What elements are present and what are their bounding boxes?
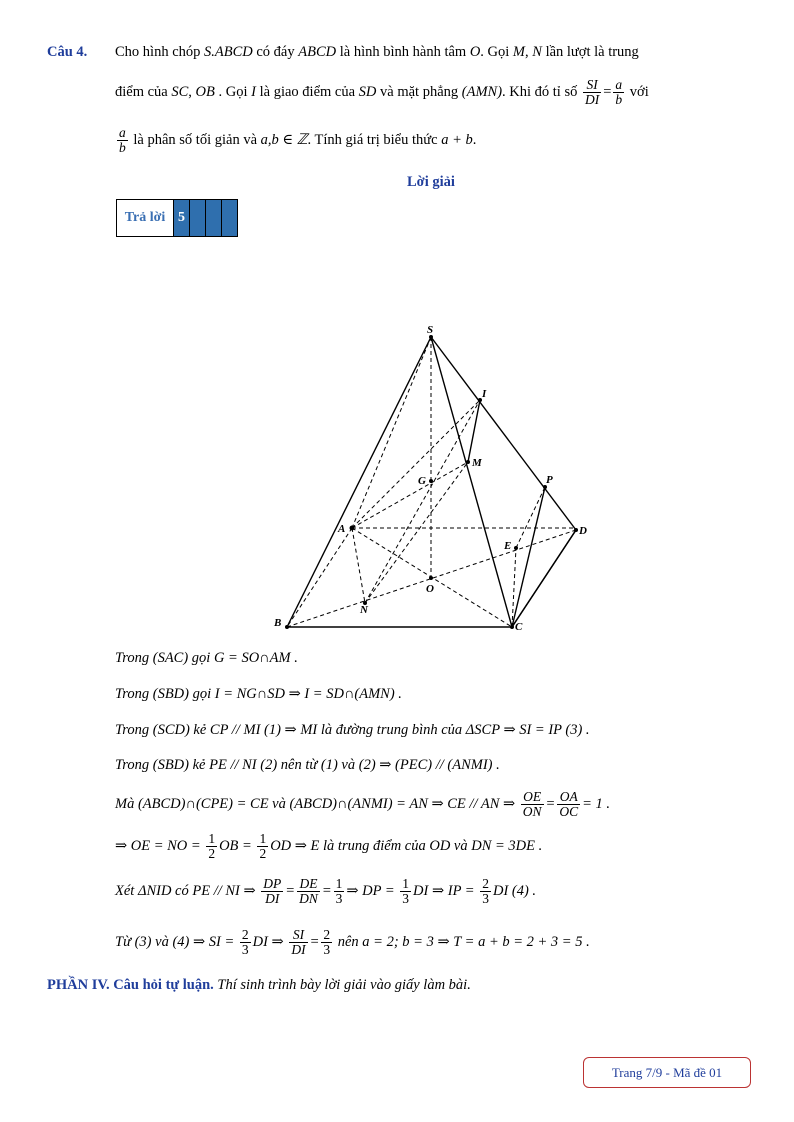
label-g: G xyxy=(418,475,426,487)
fraction-a-b: $\frac{a}{b}$ xyxy=(119,125,126,156)
part-4-heading: PHẦN IV. Câu hỏi tự luận. Thí sinh trình bày lời giải vào giấy làm bài. xyxy=(47,977,471,993)
label-e: E xyxy=(504,540,512,552)
label-n: N xyxy=(360,604,368,616)
solution-step-2: Trong (SBD) gọi I = NG∩SD ⇒ I = SD∩(AMN) . xyxy=(115,686,402,702)
solution-step-5: Mà (ABCD)∩(CPE) = CE và (ABCD)∩(ANMI) = AN ⇒ CE // AN ⇒ $\frac{OE}{ON}$ = $\frac{OA}{OC}$ = 1 . xyxy=(115,789,611,820)
edge-sd xyxy=(431,337,576,530)
answer-cell-1[interactable]: 5 xyxy=(173,200,189,236)
label-i: I xyxy=(482,388,487,400)
segment-ai xyxy=(352,400,480,528)
edge-sc xyxy=(431,337,512,627)
question-line-3: $\frac{a}{b}$ là phân số tối giản và a,b ∈ ℤ. Tính giá trị biểu thức a + b. xyxy=(119,125,477,156)
page-footer: Trang 7/9 - Mã đề 01 xyxy=(583,1057,751,1088)
solution-step-4: Trong (SBD) kẻ PE // NI (2) nên từ (1) và (2) ⇒ (PEC) // (ANMI) . xyxy=(115,757,500,773)
ratio-si-di: $\frac{SI}{DI}$ xyxy=(584,77,600,108)
segment-mi xyxy=(468,400,480,462)
label-c: C xyxy=(515,621,523,633)
segment-ni xyxy=(365,400,480,603)
solution-step-1: Trong (SAC) gọi G = SO∩AM . xyxy=(115,650,298,666)
label-a: A xyxy=(338,523,346,535)
question-line-1: Cho hình chóp S.ABCD có đáy ABCD là hình bình hành tâm O. Gọi M, N lần lượt là trung xyxy=(115,44,639,60)
solution-step-7: Xét ΔNID có PE // NI ⇒ $\frac{DP}{DI}$ = $\frac{DE}{DN}$ = $\frac{1}{3}$ ⇒ DP = $\frac{1}{3}$ DI ⇒ IP = $\frac{2}{3}$ DI (4) . xyxy=(115,876,537,907)
ratio-a-b: $\frac{a}{b}$ xyxy=(615,77,623,108)
edge-ab xyxy=(287,528,352,627)
solution-step-6: ⇒ OE = NO = $\frac{1}{2}$ OB = $\frac{1}{2}$ OD ⇒ E là trung điểm của OD và DN = 3DE . xyxy=(115,831,543,862)
label-d: D xyxy=(579,525,587,537)
segment-nm xyxy=(365,462,468,603)
question-number: Câu 4. xyxy=(47,44,88,60)
label-p: P xyxy=(546,474,553,486)
label-o: O xyxy=(426,583,434,595)
segment-an xyxy=(352,528,365,603)
question-line-2: điểm của SC, OB . Gọi I là giao điểm của SD và mặt phẳng (AMN). Khi đó tỉ số $\frac{SI}{DI}$ = $\frac{a}{b}$ với xyxy=(115,77,649,108)
edge-sa xyxy=(352,337,431,528)
solution-step-3: Trong (SCD) kẻ CP // MI (1) ⇒ MI là đường trung bình của ΔSCP ⇒ SI = IP (3) . xyxy=(115,722,590,738)
label-b: B xyxy=(274,617,282,629)
segment-am xyxy=(352,462,468,528)
solution-title: Lời giải xyxy=(407,174,455,190)
segment-pe xyxy=(516,487,545,548)
segment-cp xyxy=(512,487,545,627)
label-s: S xyxy=(427,324,434,336)
label-m: M xyxy=(472,457,482,469)
answer-label: Trả lời xyxy=(124,210,166,225)
solution-step-8: Từ (3) và (4) ⇒ SI = $\frac{2}{3}$ DI ⇒ $\frac{SI}{DI}$ = $\frac{2}{3}$ nên a = 2; b = 3 ⇒ T = a + b = 2 + 3 = 5 . xyxy=(115,927,590,958)
edge-sb xyxy=(287,337,431,627)
